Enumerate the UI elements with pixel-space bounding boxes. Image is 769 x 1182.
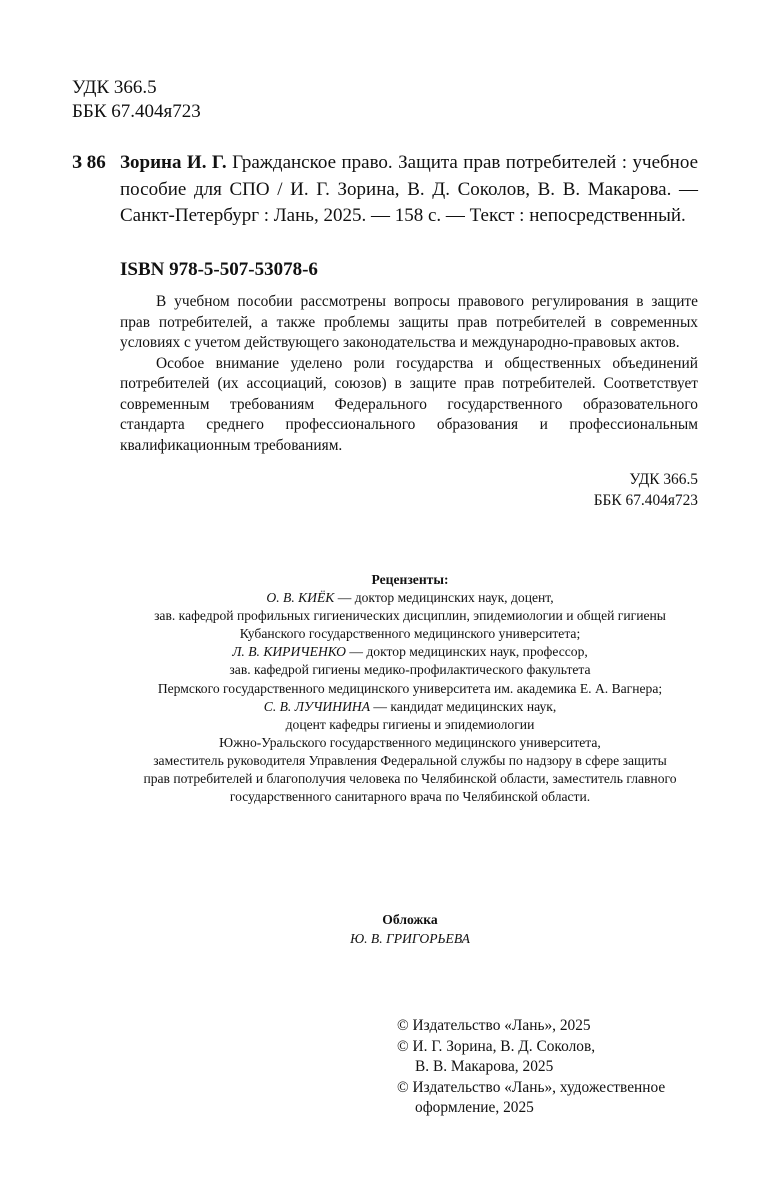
reviewer-2-desc: — доктор медицинских наук, профессор, — [345, 644, 588, 660]
copyright-line: © И. Г. Зорина, В. Д. Соколов, — [397, 1037, 596, 1055]
reviewer-1-line: Кубанского государственного медицинского университета; — [239, 626, 581, 642]
reviewer-3-line: прав потребителей и благополучия человека по Челябинской области, заместитель главного — [143, 771, 677, 787]
reviewer-3-name: С. В. ЛУЧИНИНА — [263, 698, 371, 714]
copyright-block — [397, 1016, 697, 1119]
reviewer-3-line: доцент кафедры гигиены и эпидемиологии — [285, 716, 535, 732]
bibliographic-record — [120, 150, 698, 230]
reviewer-3 — [100, 698, 720, 716]
classification-codes-right — [520, 470, 698, 511]
cover-designer-name: Ю. В. ГРИГОРЬЕВА — [350, 930, 470, 946]
author-mark: З 86 — [72, 152, 106, 173]
classification-codes — [72, 76, 201, 124]
reviewer-1-desc: — доктор медицинских наук, доцент, — [334, 590, 554, 606]
reviewer-3-line: государственного санитарного врача по Челябинской области. — [229, 789, 591, 805]
reviewer-2-line: Пермского государственного медицинского университета им. академика Е. А. Вагнера; — [157, 680, 663, 696]
copyright-line: © Издательство «Лань», 2025 — [397, 1017, 591, 1034]
annotation-paragraph: В учебном пособии рассмотрены вопросы правового регулирования в защите прав потребителей, а также проблемы защиты прав потребителей в современных условиях с учетом действующего законодательства и международно-правовых актов. — [120, 293, 698, 351]
copyright-line: © Издательство «Лань», художественное — [397, 1078, 666, 1096]
bbk-code: ББК 67.404я723 — [593, 491, 698, 509]
cover-credit — [200, 911, 620, 948]
reviewer-2-name: Л. В. КИРИЧЕНКО — [232, 644, 346, 660]
annotation — [120, 292, 698, 456]
reviewers-block — [100, 571, 720, 806]
reviewer-3-desc: — кандидат медицинских наук, — [370, 698, 557, 714]
reviewer-1-name: О. В. КИЁК — [266, 590, 335, 606]
cover-heading: Обложка — [382, 912, 438, 927]
biblio-author: Зорина И. Г. — [120, 152, 227, 173]
reviewer-2-line: зав. кафедрой гигиены медико-профилактического факультета — [229, 662, 591, 678]
udk-code: УДК 366.5 — [72, 77, 157, 98]
reviewer-3-line: заместитель руководителя Управления Федеральной службы по надзору в сфере защиты — [153, 752, 667, 768]
reviewer-2 — [100, 643, 720, 661]
biblio-description: Гражданское право. Защита прав потребителей : учебное пособие для СПО / И. Г. Зорина, В. Д. Соколов, В. В. Макарова. — Санкт-Петербург : Лань, 2025. — 158 с. — Текст : непосредственный. — [120, 152, 698, 226]
isbn: ISBN 978-5-507-53078-6 — [120, 259, 318, 280]
bbk-code: ББК 67.404я723 — [72, 101, 201, 122]
copyright-line: оформление, 2025 — [415, 1099, 534, 1116]
udk-code: УДК 366.5 — [629, 471, 698, 488]
reviewer-1-line: зав. кафедрой профильных гигиенических дисциплин, эпидемиологии и общей гигиены — [154, 608, 666, 624]
reviewer-3-line: Южно-Уральского государственного медицинского университета, — [219, 734, 601, 750]
reviewer-1 — [100, 589, 720, 607]
annotation-paragraph: Особое внимание уделено роли государства и общественных объединений потребителей (их ассоциаций, союзов) в защите прав потребителей. Соответствует современным требованиям Федерального государственного образовательного стандарта среднего профессионального образования и профессиональным квалификационным требованиям. — [120, 354, 698, 454]
copyright-line: В. В. Макарова, 2025 — [415, 1058, 554, 1075]
reviewers-heading: Рецензенты: — [371, 572, 449, 587]
